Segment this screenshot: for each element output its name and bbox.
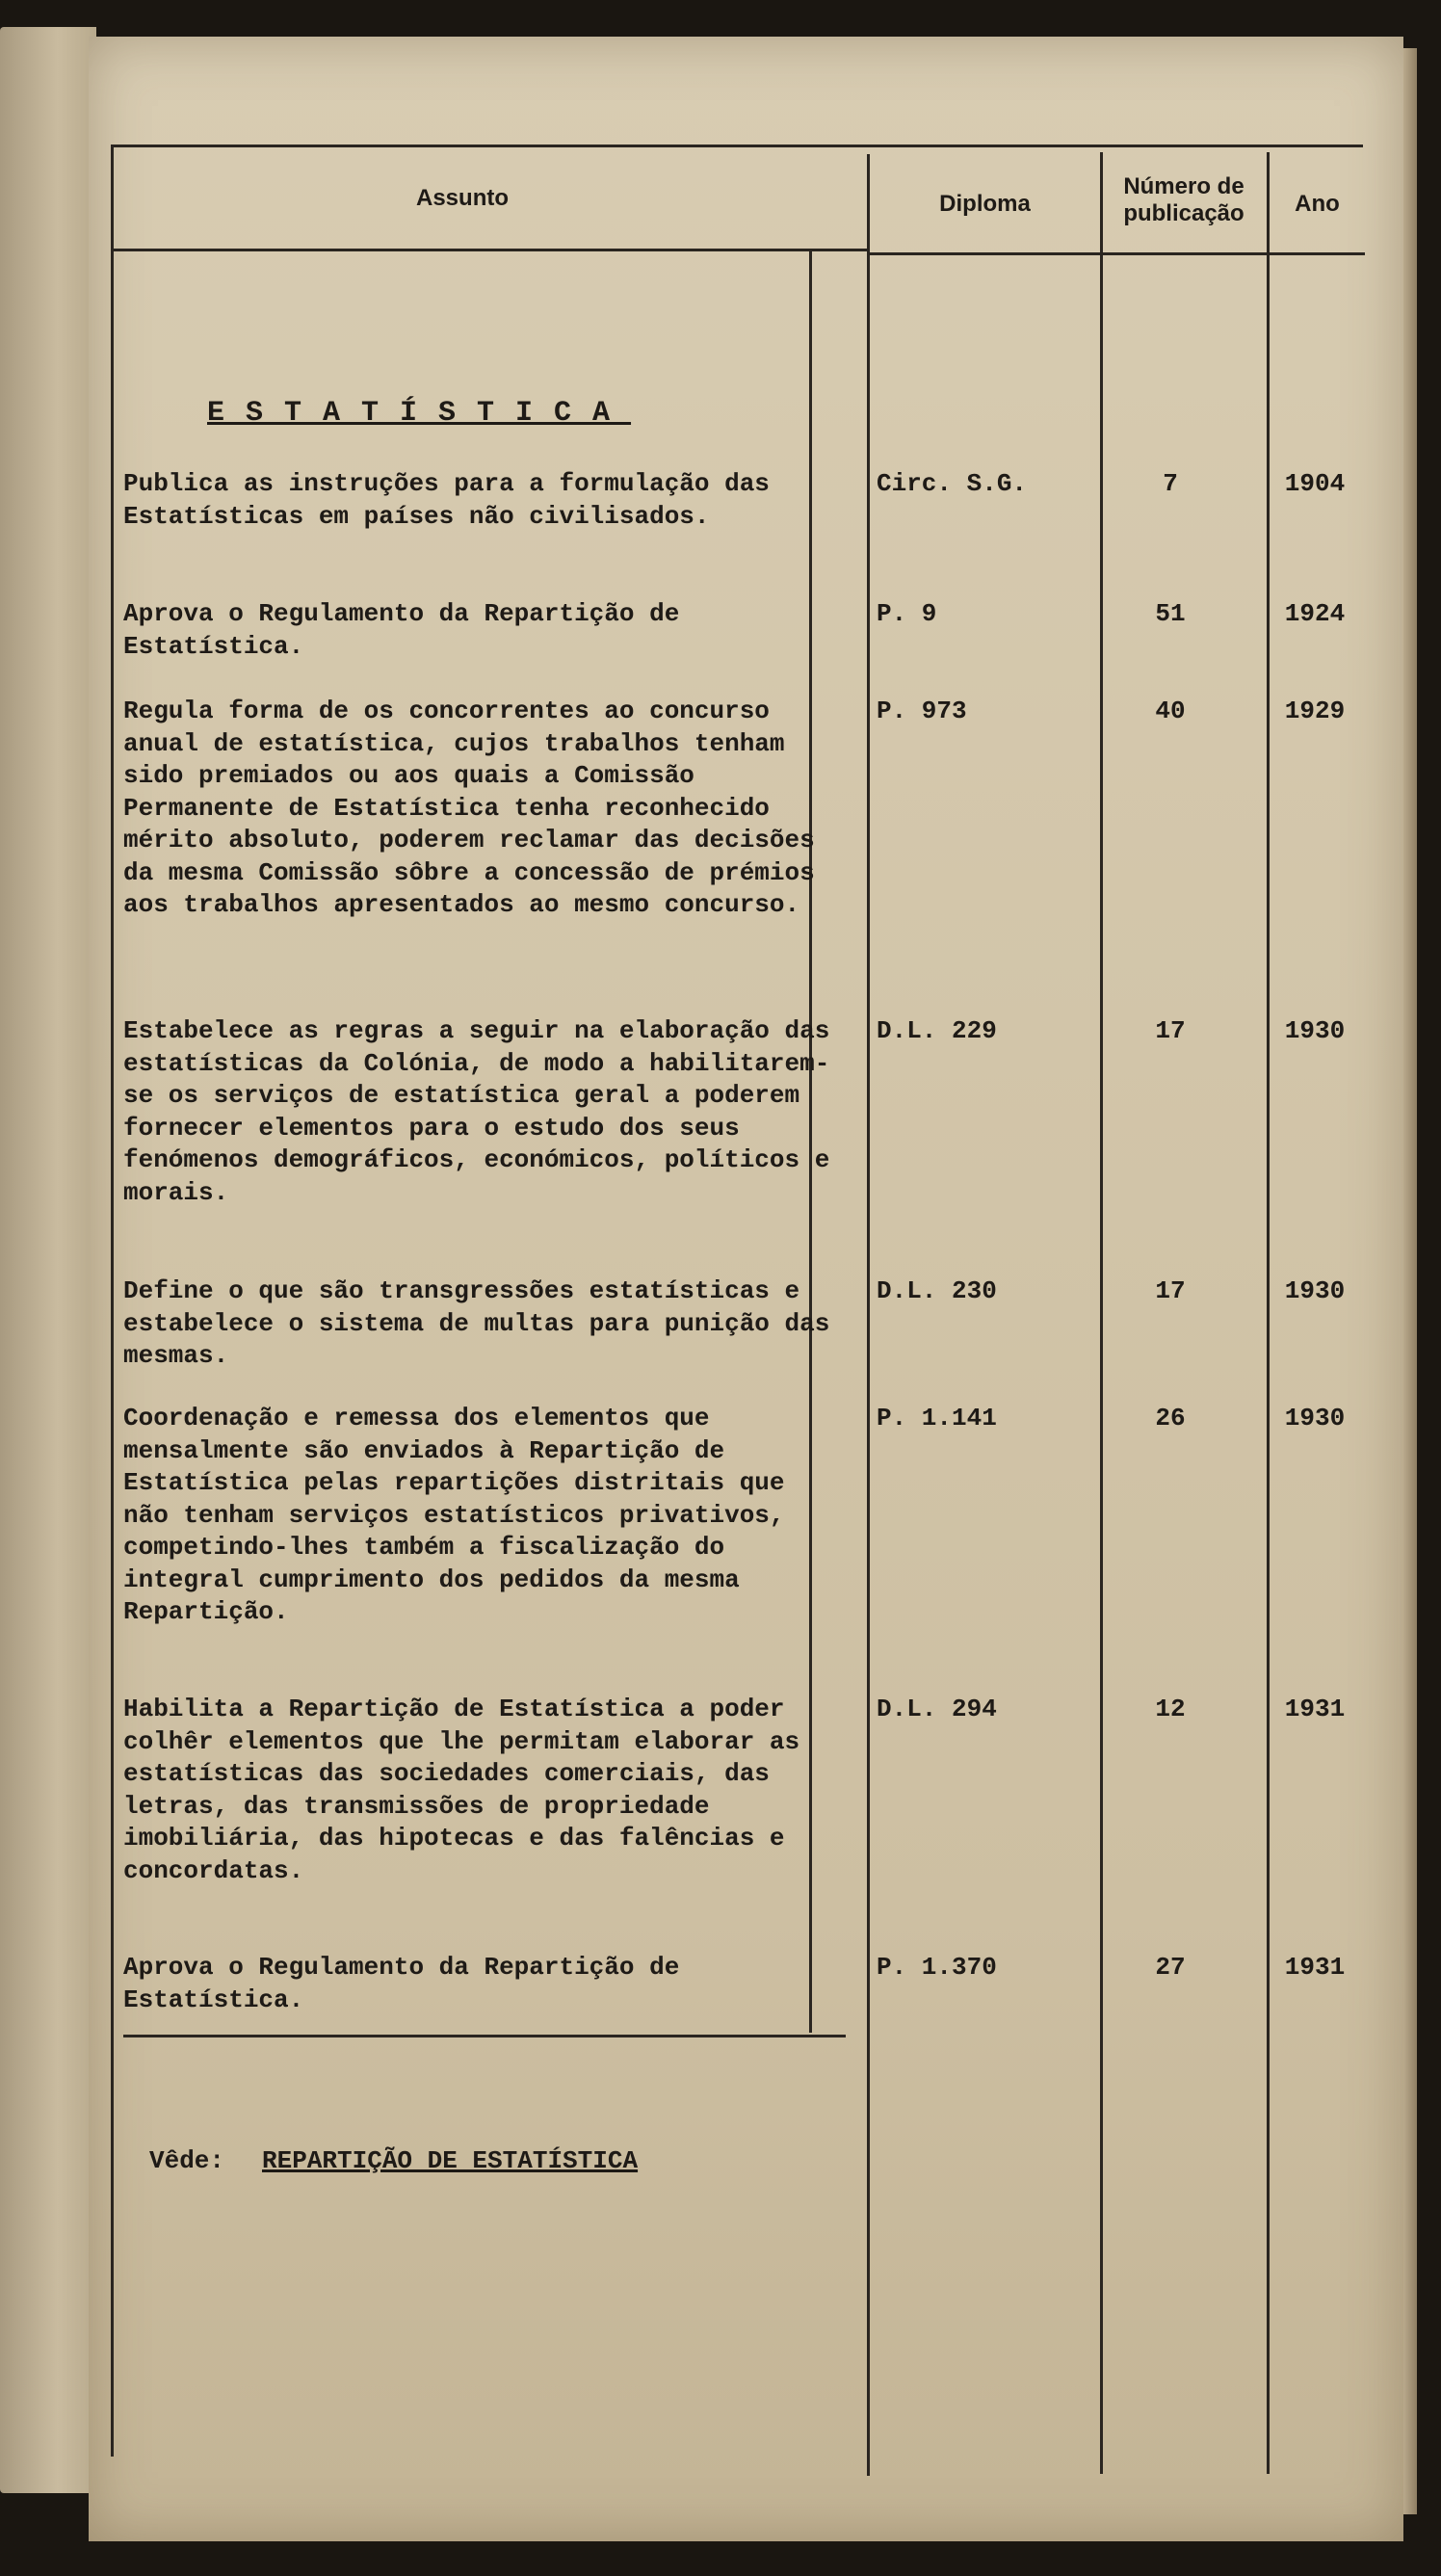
entry-1-assunto: Publica as instruções para a formulação das Estatísticas em países não civilisados. <box>123 469 770 531</box>
page-stack-edge <box>1403 48 1417 2514</box>
entry-5-numero: 17 <box>1155 1276 1186 1305</box>
header-bottom-rule <box>111 249 867 251</box>
entry-3-ano: 1929 <box>1284 697 1346 725</box>
entry-8-diploma: P. 1.370 <box>877 1953 997 1982</box>
entry-7-ano: 1931 <box>1284 1695 1346 1723</box>
header-diploma: Diploma <box>939 191 1031 217</box>
diploma-left-line <box>867 154 870 2476</box>
left-margin-line <box>111 145 114 2457</box>
entry-8-ano: 1931 <box>1284 1953 1346 1982</box>
entry-4-numero: 17 <box>1155 1016 1186 1045</box>
entry-3-numero: 40 <box>1155 697 1186 725</box>
section-title: ESTATÍSTICA <box>207 397 632 430</box>
ano-left-line <box>1267 152 1270 2474</box>
entry-3-assunto: Regula forma de os concorrentes ao concurso anual de estatística, cujos trabalhos tenham sido premiados ou aos quais a Comissão Permanente de Estatística tenha reconhecido mérito absoluto, poderem reclamar das decisões da mesma Comissão sôbre a concessão de prémios aos trabalhos apresentados ao mesmo concurso. <box>123 697 815 919</box>
entry-7-assunto: Habilita a Repartição de Estatística a poder colhêr elementos que lhe permitam elaborar as estatísticas das sociedades comerciais, das letras, das transmissões de propriedade imobiliária, das hipotecas e das falências e concordatas. <box>123 1695 800 1885</box>
subject-bottom-rule <box>123 2035 846 2037</box>
entry-2-numero: 51 <box>1155 599 1186 628</box>
table-top-rule <box>111 145 1363 147</box>
entry-1-numero: 7 <box>1163 469 1178 498</box>
header-bottom-rule-right <box>869 252 1365 255</box>
entry-6-diploma: P. 1.141 <box>877 1404 997 1433</box>
entry-1-diploma: Circ. S.G. <box>877 469 1028 498</box>
previous-page-edge <box>0 27 96 2493</box>
see-also-label: Vêde: <box>149 2146 225 2175</box>
entry-6-numero: 26 <box>1155 1404 1186 1433</box>
entry-7-diploma: D.L. 294 <box>877 1695 997 1723</box>
entry-5-diploma: D.L. 230 <box>877 1276 997 1305</box>
entry-8-assunto: Aprova o Regulamento da Repartição de Estatística. <box>123 1953 680 2014</box>
numero-left-line <box>1100 152 1103 2474</box>
entry-2-ano: 1924 <box>1284 599 1346 628</box>
entry-5-ano: 1930 <box>1284 1276 1346 1305</box>
entry-8-numero: 27 <box>1155 1953 1186 1982</box>
see-also-reference: REPARTIÇÃO DE ESTATÍSTICA <box>262 2146 639 2175</box>
header-assunto: Assunto <box>416 185 509 211</box>
entry-4-ano: 1930 <box>1284 1016 1346 1045</box>
entry-2-diploma: P. 9 <box>877 599 937 628</box>
header-ano: Ano <box>1295 191 1340 217</box>
entry-3-diploma: P. 973 <box>877 697 967 725</box>
entry-7-numero: 12 <box>1155 1695 1186 1723</box>
entry-6-assunto: Coordenação e remessa dos elementos que mensalmente são enviados à Repartição de Estatística pelas repartições distritais que não tenham serviços estatísticos privativos, competindo-lhes também a fiscalização do integral cumprimento dos pedidos da mesma Repartição. <box>123 1404 785 1626</box>
entry-5-assunto: Define o que são transgressões estatísticas e estabelece o sistema de multas para punição das mesmas. <box>123 1276 830 1370</box>
entry-1-ano: 1904 <box>1284 469 1346 498</box>
entry-4-assunto: Estabelece as regras a seguir na elaboração das estatísticas da Colónia, de modo a habilitarem-se os serviços de estatística geral a poderem fornecer elementos para o estudo dos seus fenómenos demográficos, económicos, políticos e morais. <box>123 1016 830 1207</box>
entry-6-ano: 1930 <box>1284 1404 1346 1433</box>
entry-2-assunto: Aprova o Regulamento da Repartição de Estatística. <box>123 599 680 661</box>
header-numero: Número de publicação <box>1123 173 1244 226</box>
entry-4-diploma: D.L. 229 <box>877 1016 997 1045</box>
